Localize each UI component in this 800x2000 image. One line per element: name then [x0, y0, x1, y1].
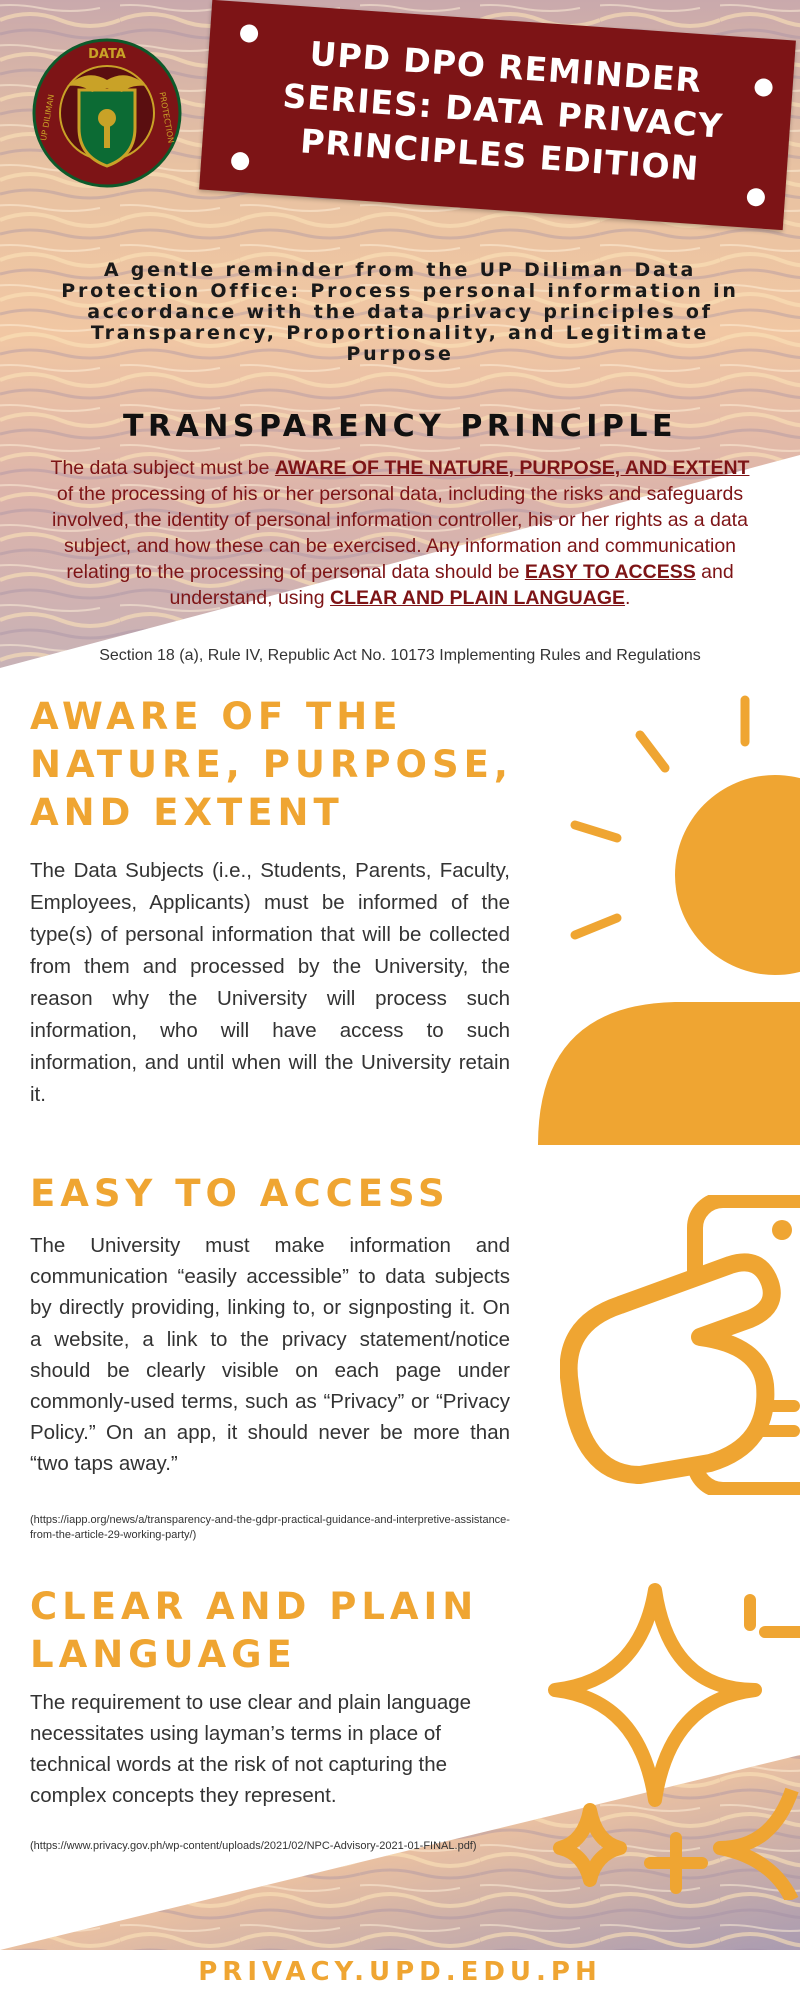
- logo-right-text: PROTECTION: [157, 91, 176, 144]
- transparency-text: and understand, using: [169, 561, 734, 609]
- hand-holding-phone-icon: [560, 1195, 800, 1495]
- aware-body: The Data Subjects (i.e., Students, Parents, Faculty, Employees, Applicants) must be informed of the type(s) of personal information that will be collected from them and processed by the University, the reason why the University will process such information, who will have access to such information, and until when will the University retain it.: [30, 859, 510, 1106]
- easy-access-body: The University must make information and communication “easily accessible” to data subjects by directly providing, linking to, or signposting it. On a website, a link to the privacy statement/notice should be clearly visible on each page under commonly-used terms, such as “Privacy” or “Privacy Policy.” On an app, it should never be more than “two taps away.”: [30, 1234, 510, 1476]
- legal-reference: Section 18 (a), Rule IV, Republic Act No. 10173 Implementing Rules and Regulations: [99, 647, 701, 664]
- clear-language-heading: CLEAR AND PLAIN LANGUAGE: [30, 1585, 479, 1676]
- banner-rivet: [231, 152, 250, 171]
- transparency-text: The data subject must be: [50, 457, 275, 479]
- banner-rivet: [746, 188, 765, 207]
- title-banner: [199, 0, 796, 230]
- emphasis-aware: AWARE OF THE NATURE, PURPOSE, AND EXTENT: [274, 457, 750, 479]
- logo-top-text: DATA: [88, 47, 126, 62]
- data-protection-seal-logo: [32, 38, 182, 188]
- easy-access-heading: EASY TO ACCESS: [30, 1172, 450, 1215]
- aware-heading: AWARE OF THE NATURE, PURPOSE, AND EXTENT: [30, 695, 513, 834]
- clear-language-citation: (https://www.privacy.gov.ph/wp-content/uploads/2021/02/NPC-Advisory-2021-01-FINAL.pdf): [30, 1840, 477, 1852]
- transparency-title: TRANSPARENCY PRINCIPLE: [123, 409, 677, 444]
- banner-rivet: [754, 78, 773, 97]
- reminder-text: A gentle reminder from the UP Diliman Data Protection Office: Process personal information in accordance with the data privacy principles of Transparency, Proportionality, and Legitimate Purpose: [61, 259, 739, 365]
- emphasis-clear-language: CLEAR AND PLAIN LANGUAGE: [330, 587, 626, 609]
- emphasis-easy-access: EASY TO ACCESS: [524, 561, 696, 583]
- transparency-body: [50, 455, 750, 611]
- transparency-text: of the processing of his or her personal data, including the risks and safeguards involved, the identity of personal information controller, his or her rights as a data subject, and how these can be exercised. Any information and communication relating to the processing of personal data should be: [52, 483, 748, 583]
- page-title: UPD DPO REMINDER SERIES: DATA PRIVACY PRINCIPLES EDITION: [281, 33, 725, 189]
- person-with-sun-icon: [535, 690, 800, 1160]
- sparkles-icon: [530, 1580, 800, 1900]
- banner-rivet: [239, 24, 258, 43]
- footer-website-link[interactable]: PRIVACY.UPD.EDU.PH: [198, 1957, 602, 1987]
- clear-language-body: The requirement to use clear and plain language necessitates using layman’s terms in place of technical words at the risk of not capturing the complex concepts they represent.: [30, 1691, 472, 1807]
- transparency-text: .: [625, 587, 631, 609]
- logo-left-text: UP DILIMAN: [39, 93, 57, 142]
- easy-access-citation: (https://iapp.org/news/a/transparency-and-the-gdpr-practical-guidance-and-interpretive-assistance-from-the-article-29-working-party/): [30, 1514, 510, 1541]
